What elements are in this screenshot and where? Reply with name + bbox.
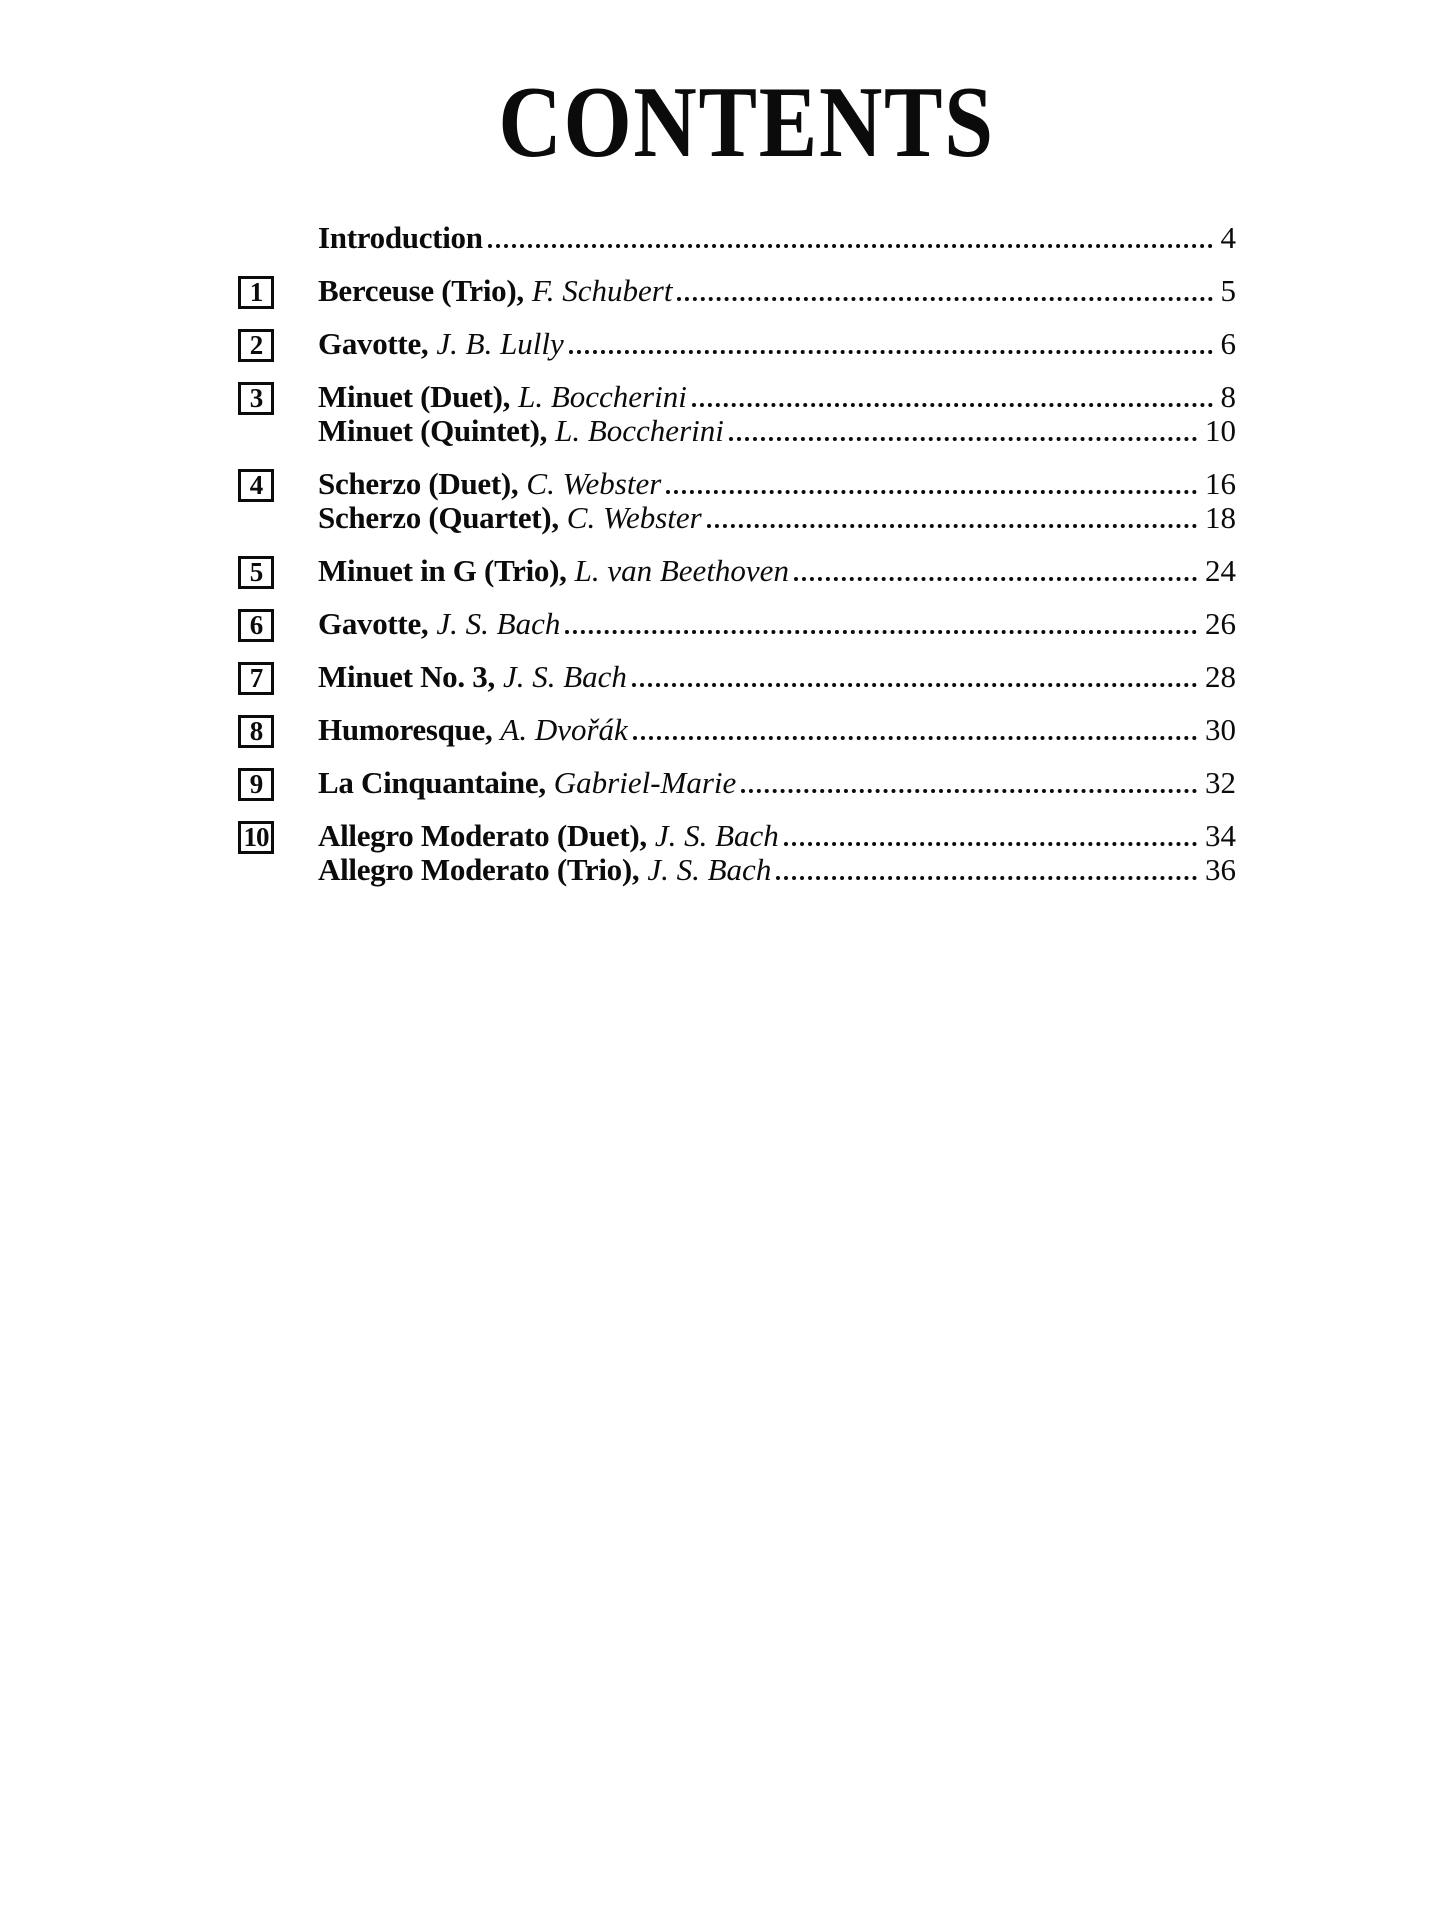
page-number: 5 [1220,273,1236,308]
item-number-box [238,715,274,748]
item-number: 7 [249,663,263,693]
entry-composer: C. Webster [526,466,662,501]
entry-composer: J. S. Bach [647,852,772,887]
leader-dots [692,402,1213,407]
leader-dots [565,629,1197,634]
entry-title: Allegro Moderato (Trio), [318,852,640,887]
leader-dots [794,576,1197,581]
item-number-box [238,382,274,415]
item-number: 1 [249,277,263,307]
item-number-box [238,821,274,854]
item-number: 3 [249,383,263,413]
entry-title: La Cinquantaine, [318,765,546,800]
toc-list [238,220,1236,886]
item-number-column [238,515,318,533]
item-number-column [238,715,318,748]
entry-composer: L. Boccherini [555,413,724,448]
item-number-column [238,382,318,415]
leader-dots [729,436,1197,441]
item-number-column [238,821,318,854]
entry-title: Minuet in G (Trio), [318,553,567,588]
page-number: 36 [1205,852,1236,887]
entry-title: Minuet (Quintet), [318,413,548,448]
item-number-box [238,768,274,801]
toc-row [238,818,1236,852]
entry-title: Scherzo (Duet), [318,466,519,501]
item-number: 8 [249,716,263,746]
entry-title: Berceuse (Trio), [318,273,524,308]
entry-composer: L. Boccherini [518,379,687,414]
toc-row [238,326,1236,360]
leader-dots [632,682,1197,687]
item-number-column [238,428,318,446]
page-number: 32 [1205,765,1236,800]
entry-title: Humoresque, [318,712,493,747]
page-number: 28 [1205,659,1236,694]
entry-title: Gavotte, [318,326,429,361]
entry-title: Gavotte, [318,606,429,641]
item-number-column [238,609,318,642]
toc-row [238,220,1236,254]
entry-composer: J. S. Bach [502,659,627,694]
leader-dots [633,735,1197,740]
item-number: 9 [249,769,263,799]
leader-dots [569,349,1213,354]
leader-dots [707,523,1197,528]
entry-composer: J. B. Lully [436,326,564,361]
item-number: 10 [243,822,269,852]
entry-title: Allegro Moderato (Duet), [318,818,647,853]
leader-dots [677,296,1212,301]
leader-dots [666,489,1197,494]
leader-dots [776,875,1197,880]
item-number-column [238,867,318,885]
page-number: 10 [1205,413,1236,448]
entry-composer: Gabriel-Marie [553,765,737,800]
item-number-box [238,329,274,362]
item-number-column [238,276,318,309]
page-number: 30 [1205,712,1236,747]
toc-row [238,659,1236,693]
item-number: 6 [249,610,263,640]
item-number: 2 [249,330,263,360]
entry-composer: A. Dvořák [500,712,628,747]
toc-row [238,606,1236,640]
item-number-box [238,276,274,309]
item-number-box [238,469,274,502]
page-title [0,0,1445,179]
item-number-column [238,768,318,801]
page-number: 24 [1205,553,1236,588]
leader-dots [784,841,1197,846]
toc-row [238,500,1236,534]
page-number: 8 [1220,379,1236,414]
page-number: 18 [1205,500,1236,535]
page-number: 4 [1220,220,1236,255]
toc-row [238,765,1236,799]
toc-row [238,273,1236,307]
item-number-column [238,235,318,253]
page-number: 6 [1220,326,1236,361]
page-title-text: CONTENTS [498,66,995,179]
toc-row [238,553,1236,587]
page-number: 26 [1205,606,1236,641]
leader-dots [741,788,1197,793]
leader-dots [488,243,1213,248]
item-number-column [238,469,318,502]
entry-title: Introduction [318,220,483,255]
entry-composer: F. Schubert [531,273,673,308]
page-number: 34 [1205,818,1236,853]
item-number-box [238,556,274,589]
toc-row [238,852,1236,886]
entry-title: Minuet No. 3, [318,659,495,694]
item-number: 5 [249,557,263,587]
entry-composer: J. S. Bach [436,606,561,641]
item-number-column [238,556,318,589]
entry-title: Minuet (Duet), [318,379,511,414]
item-number: 4 [249,470,263,500]
item-number-box [238,609,274,642]
toc-row [238,712,1236,746]
entry-title: Scherzo (Quartet), [318,500,559,535]
toc-row [238,466,1236,500]
item-number-column [238,329,318,362]
toc-row [238,379,1236,413]
item-number-column [238,662,318,695]
toc-row [238,413,1236,447]
page-number: 16 [1205,466,1236,501]
entry-composer: J. S. Bach [654,818,779,853]
entry-composer: C. Webster [566,500,702,535]
entry-composer: L. van Beethoven [574,553,789,588]
item-number-box [238,662,274,695]
